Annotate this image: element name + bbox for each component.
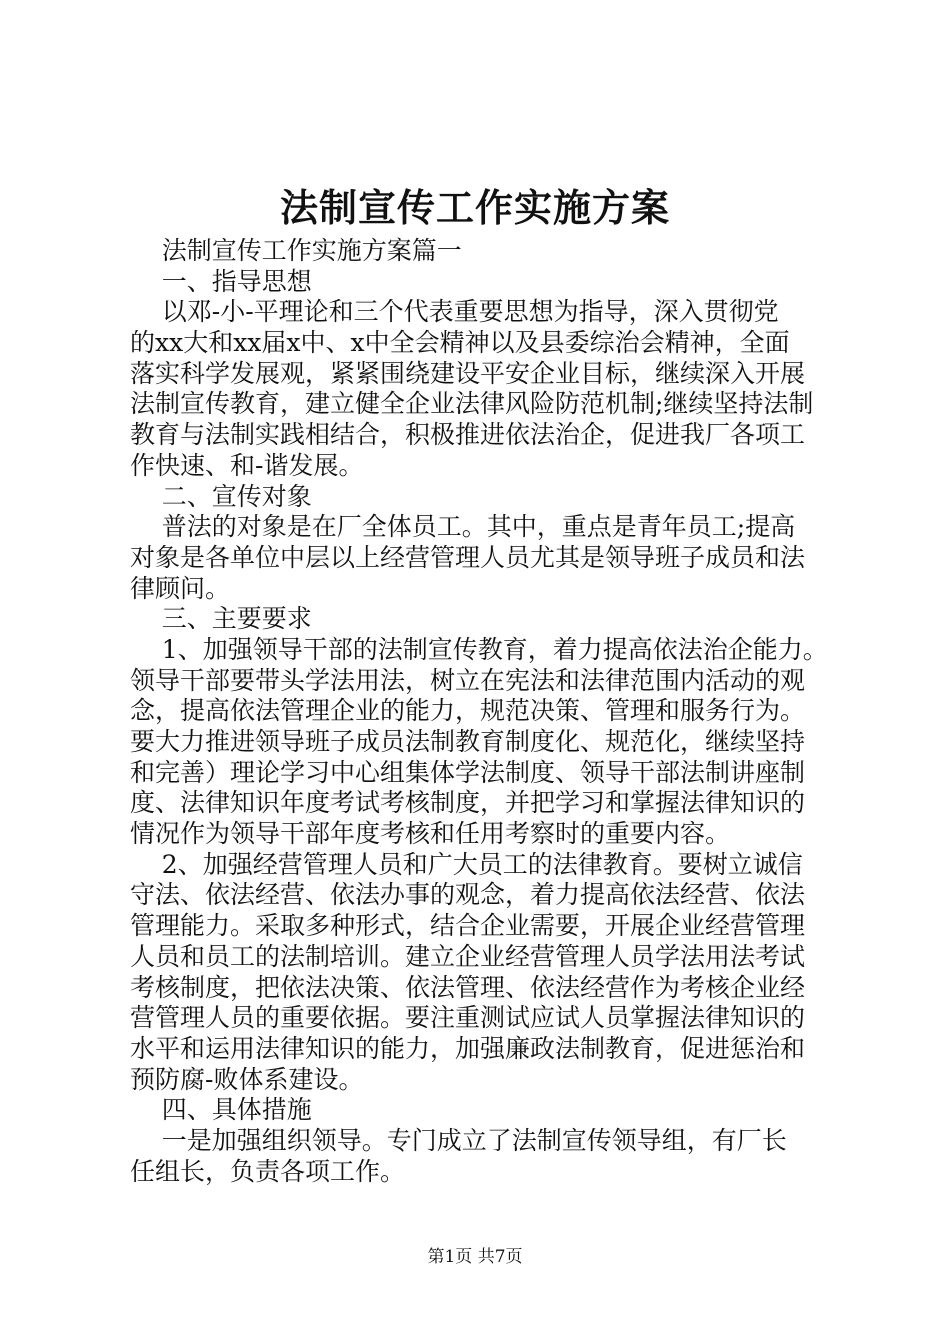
text-line: 作快速、和-谐发展。 <box>130 450 364 480</box>
text-line: 一、指导思想 <box>130 266 312 296</box>
text-line: 1、加强领导干部的法制宣传教育，着力提高依法治企能力。 <box>130 634 828 664</box>
text-line: 守法、依法经营、依法办事的观念，着力提高依法经营、依法 <box>130 880 806 910</box>
text-line: 法制宣传工作实施方案篇一 <box>130 236 462 265</box>
text-line: 的xx大和xx届x中、x中全会精神以及县委综治会精神，全面 <box>130 328 790 358</box>
text-line: 四、具体措施 <box>130 1095 312 1125</box>
text-line: 落实科学发展观，紧紧围绕建设平安企业目标，继续深入开展 <box>130 358 806 388</box>
text-line: 营管理人员的重要依据。要注重测试应试人员掌握法律知识的 <box>130 1003 806 1033</box>
text-line: 念，提高依法管理企业的能力，规范决策、管理和服务行为。 <box>130 696 806 726</box>
text-line: 以邓-小-平理论和三个代表重要思想为指导，深入贯彻党 <box>130 297 779 327</box>
text-line: 管理能力。采取多种形式，结合企业需要，开展企业经营管理 <box>130 911 806 941</box>
text-line: 对象是各单位中层以上经营管理人员尤其是领导班子成员和法 <box>130 542 806 572</box>
text-line: 水平和运用法律知识的能力，加强廉政法制教育，促进惩治和 <box>130 1033 806 1063</box>
text-line: 和完善）理论学习中心组集体学法制度、领导干部法制讲座制 <box>130 757 806 787</box>
text-line: 度、法律知识年度考试考核制度，并把学习和掌握法律知识的 <box>130 788 806 818</box>
text-line: 2、加强经营管理人员和广大员工的法律教育。要树立诚信 <box>130 849 803 879</box>
text-line: 人员和员工的法制培训。建立企业经营管理人员学法用法考试 <box>130 941 806 971</box>
text-line: 情况作为领导干部年度考核和任用考察时的重要内容。 <box>130 819 731 849</box>
text-line: 一是加强组织领导。专门成立了法制宣传领导组，有厂长 <box>130 1125 787 1155</box>
document-body <box>130 236 830 1187</box>
text-line: 律顾问。 <box>130 573 231 603</box>
text-line: 教育与法制实践相结合，积极推进依法治企，促进我厂各项工 <box>130 420 806 450</box>
text-line: 普法的对象是在厂全体员工。其中，重点是青年员工;提高 <box>130 512 796 542</box>
text-line: 要大力推进领导班子成员法制教育制度化、规范化，继续坚持 <box>130 727 806 756</box>
text-line: 二、宣传对象 <box>130 481 312 511</box>
text-line: 预防腐-败体系建设。 <box>130 1064 364 1094</box>
text-line: 领导干部要带头学法用法，树立在宪法和法律范围内活动的观 <box>130 665 806 695</box>
page-footer: 第1页 共7页 <box>427 1247 523 1267</box>
document-title: 法制宣传工作实施方案 <box>279 185 670 230</box>
text-line: 法制宣传教育，建立健全企业法律风险防范机制;继续坚持法制 <box>130 389 814 419</box>
text-line: 任组长，负责各项工作。 <box>130 1156 406 1186</box>
text-line: 考核制度，把依法决策、依法管理、依法经营作为考核企业经 <box>130 972 806 1002</box>
text-line: 三、主要要求 <box>130 604 312 634</box>
